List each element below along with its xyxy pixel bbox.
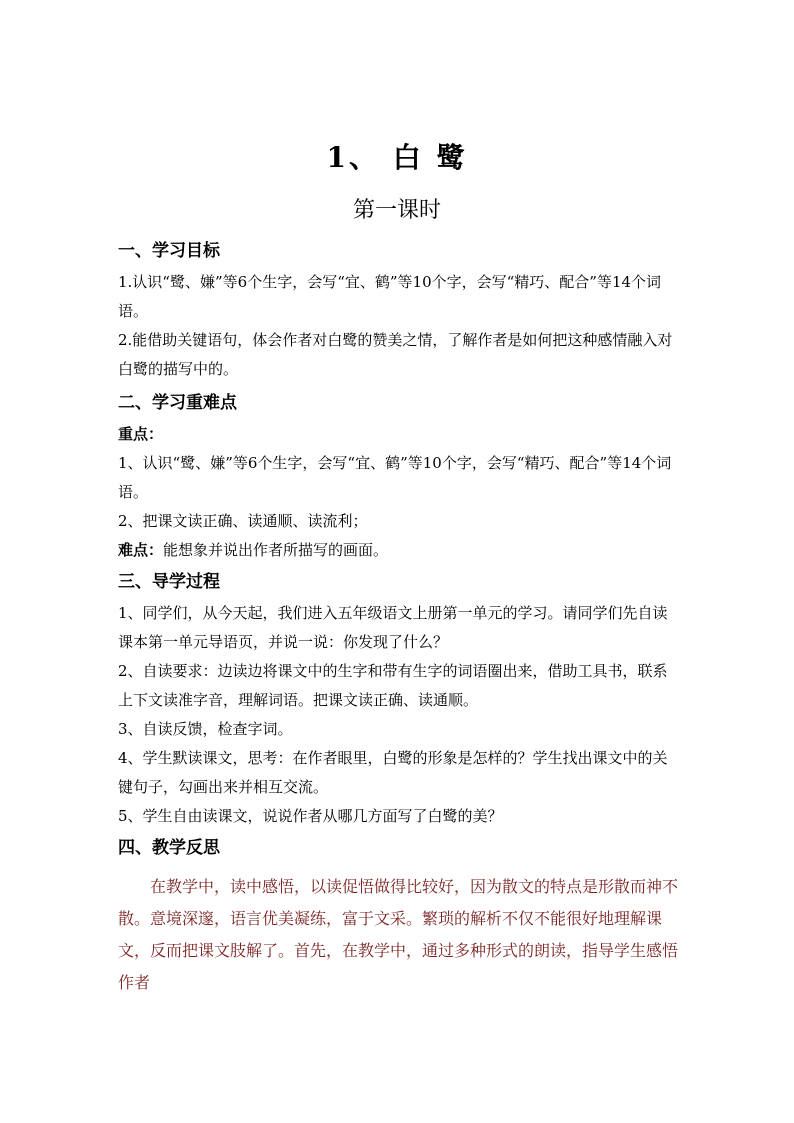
difficult-point xyxy=(118,536,678,565)
section-heading-objectives: 一、学习目标 xyxy=(118,241,220,261)
process-item: 3、自读反馈，检查字词。 xyxy=(118,720,293,738)
key-point-item: 1、认识“鹭、嫌”等6个生字，会写“宜、鹤”等10个字，会写“精巧、配合”等14个词语。 xyxy=(118,454,672,501)
objective-item: 1.认识“鹭、嫌”等6个生字，会写“宜、鹤”等10个字，会写“精巧、配合”等14个词语。 xyxy=(118,273,662,320)
difficult-text: 能想象并说出作者所描写的画面。 xyxy=(163,541,389,559)
process-item: 5、学生自由读课文，说说作者从哪几方面写了白鹭的美？ xyxy=(118,807,503,825)
document-title: 1、 白 鹭 xyxy=(326,141,468,174)
document-body xyxy=(118,240,678,999)
difficult-label: 难点： xyxy=(118,541,164,559)
section-heading-key-points: 二、学习重难点 xyxy=(118,393,237,413)
key-points-label: 重点： xyxy=(118,425,164,443)
process-item: 4、学生默读课文，思考：在作者眼里，白鹭的形象是怎样的？学生找出课文中的关键句子，勾画出来并相互交流。 xyxy=(118,749,668,796)
process-item: 2、自读要求：边读边将课文中的生字和带有生字的词语圈出来，借助工具书，联系上下文读准字音，理解词语。把课文读正确、读通顺。 xyxy=(118,662,668,709)
reflection-text: 在教学中，读中感悟，以读促悟做得比较好，因为散文的特点是形散而神不散。意境深邃，语言优美凝练，富于文采。繁琐的解析不仅不能很好地理解课文，反而把课文肢解了。首先，在教学中，通过多种形式的朗读，指导学生感悟作者 xyxy=(118,877,679,992)
lesson-subtitle: 第一课时 xyxy=(352,198,441,223)
key-point-item: 2、把课文读正确、读通顺、读流利； xyxy=(118,512,368,530)
section-heading-reflection: 四、教学反思 xyxy=(118,838,220,858)
section-heading-process: 三、导学过程 xyxy=(118,572,220,592)
process-item: 1、同学们，从今天起，我们进入五年级语文上册第一单元的学习。请同学们先自读课本第一单元导语页，并说一说：你发现了什么？ xyxy=(118,604,668,651)
objective-item: 2.能借助关键语句，体会作者对白鹭的赞美之情，了解作者是如何把这种感情融入对白鹭的描写中的。 xyxy=(118,331,673,378)
